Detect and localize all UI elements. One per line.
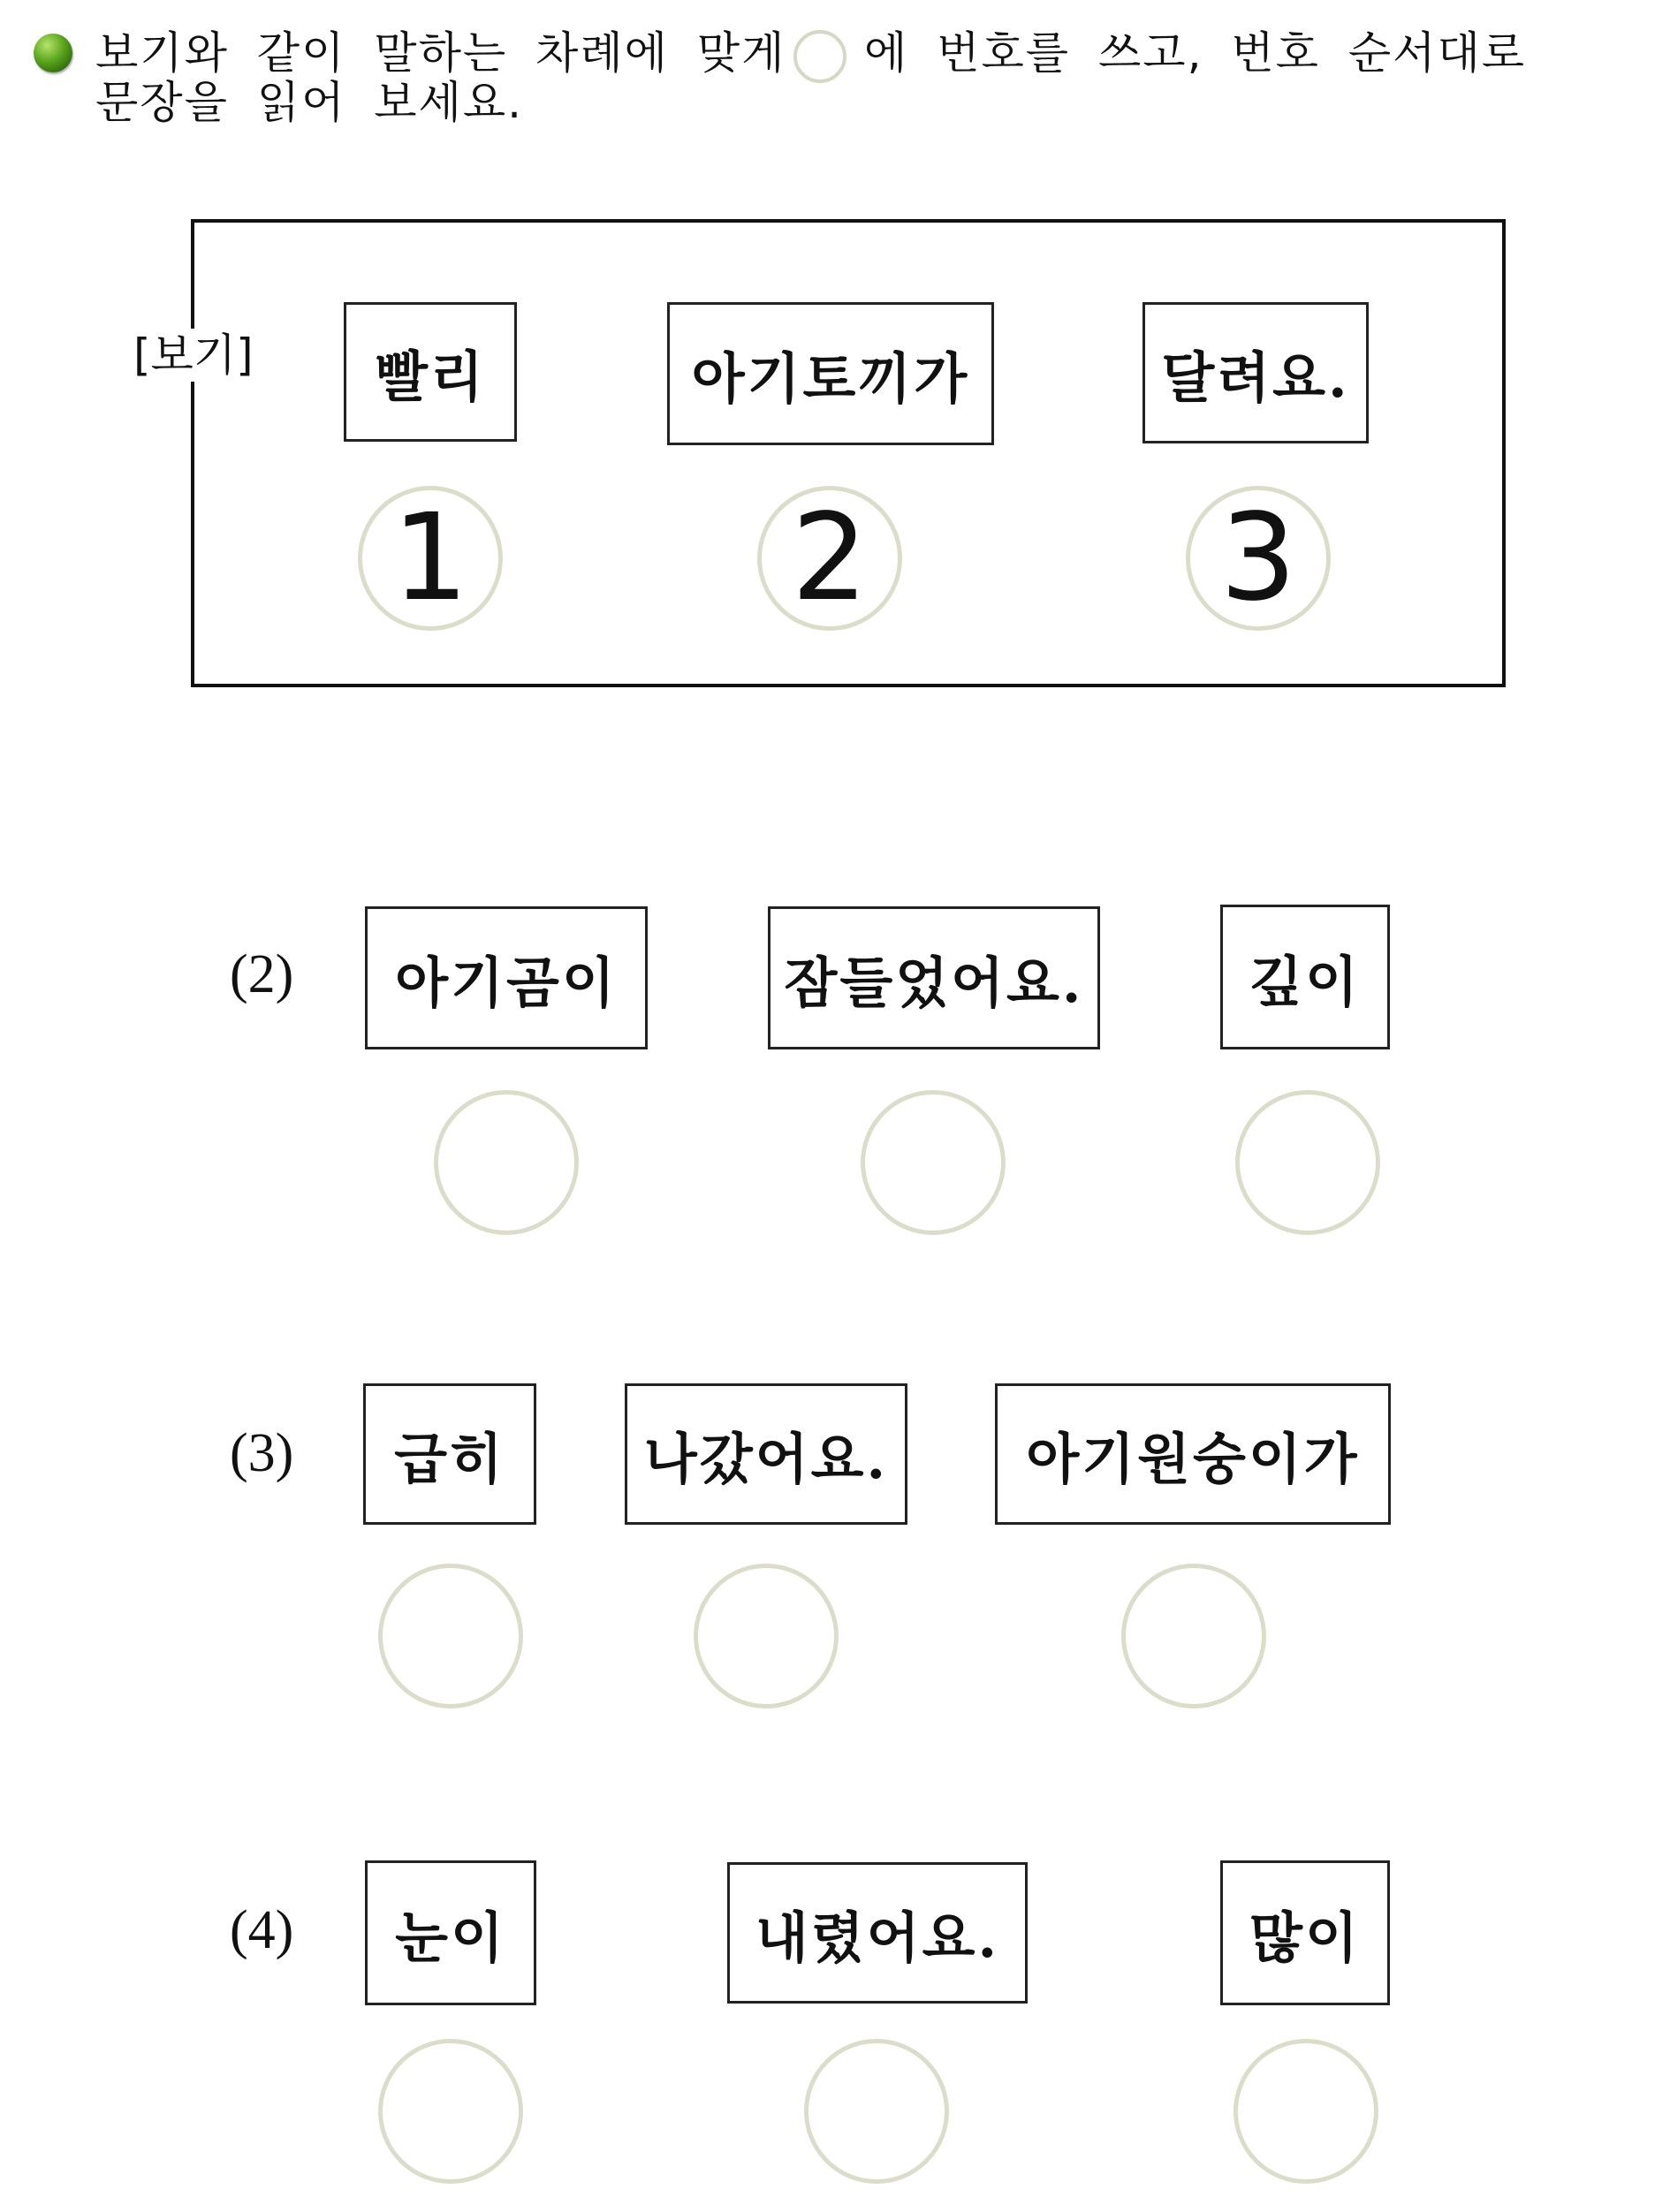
example-number-circle-3: 3 <box>1186 486 1331 631</box>
question-4-answer-circle-2[interactable] <box>804 2039 949 2184</box>
example-word-box-1: 빨리 <box>344 302 517 442</box>
example-word-box-2: 아기토끼가 <box>667 302 994 445</box>
question-2-answer-circle-1[interactable] <box>434 1090 579 1235</box>
question-3-word-box-3: 아기원숭이가 <box>995 1383 1391 1525</box>
question-3-answer-circle-3[interactable] <box>1121 1564 1266 1708</box>
example-number-circle-1: 1 <box>358 486 503 631</box>
question-3-label: (3) <box>230 1423 294 1483</box>
green-bullet-icon <box>34 34 72 72</box>
question-2-label: (2) <box>230 944 294 1004</box>
question-4-answer-circle-3[interactable] <box>1234 2039 1378 2184</box>
question-4-label: (4) <box>230 1900 294 1960</box>
instruction-line-1-tail: 에 번호를 쓰고, 번호 순서대로 <box>864 27 1527 79</box>
question-4-word-box-2: 내렸어요. <box>727 1862 1028 2004</box>
answer-circle-symbol-icon <box>793 30 846 83</box>
question-2-answer-circle-2[interactable] <box>861 1090 1006 1235</box>
example-word-box-3: 달려요. <box>1142 302 1369 443</box>
question-4-word-box-3: 많이 <box>1220 1860 1390 2005</box>
question-3-word-box-2: 나갔어요. <box>625 1383 907 1525</box>
example-label: [보기] <box>128 329 259 382</box>
question-2-word-box-2: 잠들었어요. <box>768 906 1100 1049</box>
question-4-word-box-1: 눈이 <box>365 1860 536 2005</box>
question-3-answer-circle-2[interactable] <box>694 1564 839 1708</box>
question-2-answer-circle-3[interactable] <box>1235 1090 1380 1235</box>
question-4-answer-circle-1[interactable] <box>378 2039 523 2184</box>
question-2-word-box-1: 아기곰이 <box>365 906 648 1049</box>
example-number-circle-2: 2 <box>757 486 902 631</box>
question-2-word-box-3: 깊이 <box>1220 905 1390 1049</box>
instruction-line-2: 문장을 읽어 보세요. <box>95 77 524 128</box>
question-3-word-box-1: 급히 <box>363 1383 536 1525</box>
question-3-answer-circle-1[interactable] <box>378 1564 523 1708</box>
instruction-line-1: 보기와 같이 말하는 차례에 맞게 <box>95 27 786 79</box>
